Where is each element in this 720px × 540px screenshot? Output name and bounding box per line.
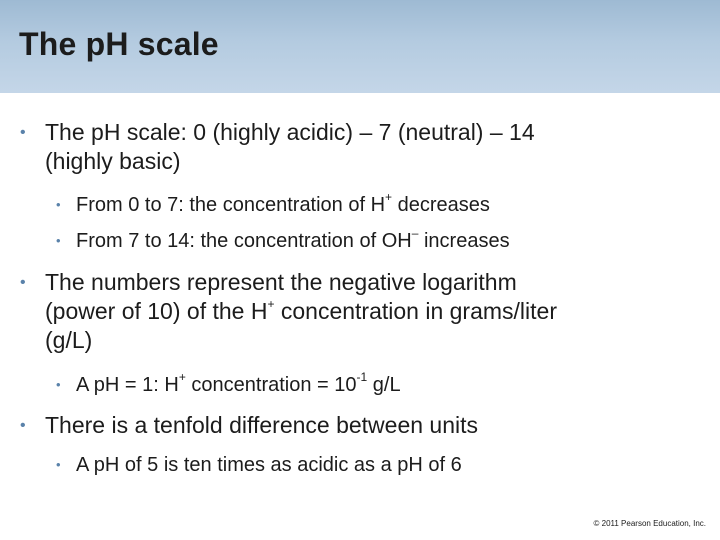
bullet-dot-icon: • xyxy=(56,197,61,212)
bullet-text-line: There is a tenfold difference between units xyxy=(45,412,479,438)
bullet-dot-icon: • xyxy=(56,233,61,248)
sub-bullet-text: From 7 to 14: the concentration of OH– increases xyxy=(76,226,510,252)
bullet-text-line: The pH scale: 0 (highly acidic) – 7 (neutral) – 14 xyxy=(45,119,535,145)
bullet-text-line: (highly basic) xyxy=(45,148,181,174)
sub-bullet-text: From 0 to 7: the concentration of H+ decreases xyxy=(76,190,490,216)
bullet-text-line: The numbers represent the negative logarithm xyxy=(45,269,517,295)
bullet-dot-icon: • xyxy=(20,274,26,291)
copyright-footer: © 2011 Pearson Education, Inc. xyxy=(593,519,706,528)
sub-bullet-text: A pH of 5 is ten times as acidic as a pH of 6 xyxy=(76,454,462,476)
bullet-dot-icon: • xyxy=(20,124,26,141)
bullet-dot-icon: • xyxy=(56,457,61,472)
slide-title: The pH scale xyxy=(19,26,219,62)
bullet-dot-icon: • xyxy=(20,417,26,434)
bullet-text-line: (power of 10) of the H+ concentration in grams/liter xyxy=(45,297,557,324)
bullet-text-line: (g/L) xyxy=(45,327,93,353)
sub-bullet-text: A pH = 1: H+ concentration = $10^{-1}$ g/L xyxy=(76,370,401,396)
bullet-dot-icon: • xyxy=(56,377,61,392)
